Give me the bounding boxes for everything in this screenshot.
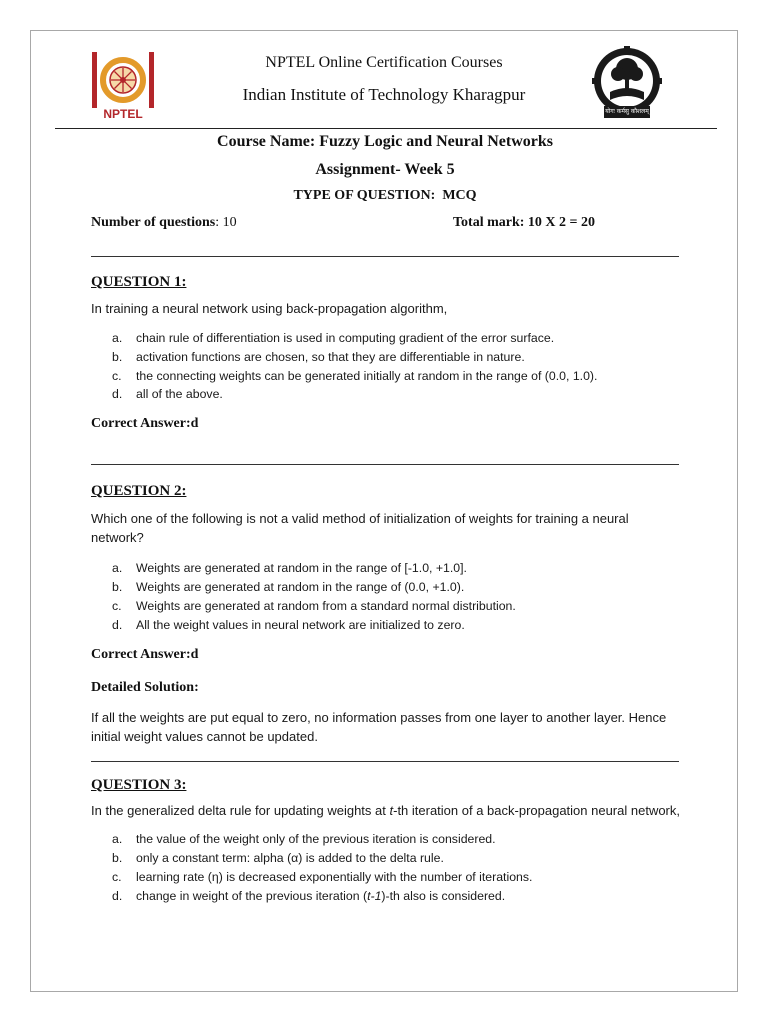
- question-1-option-a: a. chain rule of differentiation is used in computing gradient of the error surface.: [112, 331, 555, 345]
- question-2-option-d: d. All the weight values in neural network are initialized to zero.: [112, 618, 465, 632]
- logo-motto: योगः कर्मसु कौशलम्: [605, 108, 649, 115]
- question-2-text-line-2: network?: [91, 530, 144, 545]
- question-count: [91, 215, 237, 231]
- question-2-option-c: c. Weights are generated at random from a standard normal distribution.: [112, 599, 516, 613]
- question-2-solution-line-2: initial weight values cannot be updated.: [91, 729, 318, 744]
- question-1-title: QUESTION 1:: [91, 274, 187, 290]
- question-2-answer: Correct Answer:d: [91, 647, 199, 662]
- iit-kharagpur-logo: [592, 46, 662, 122]
- course-name: Course Name: Fuzzy Logic and Neural Networks: [217, 133, 553, 150]
- separator: [91, 464, 679, 465]
- header-line-1: NPTEL Online Certification Courses: [265, 54, 503, 71]
- total-mark: Total mark: 10 X 2 = 20: [453, 215, 596, 230]
- question-type-value: MCQ: [442, 188, 477, 203]
- question-1-option-b: b. activation functions are chosen, so that they are differentiable in nature.: [112, 350, 525, 364]
- question-3-option-b: b. only a constant term: alpha (α) is added to the delta rule.: [112, 851, 444, 865]
- question-1-answer: Correct Answer:d: [91, 416, 199, 431]
- question-3-title: QUESTION 3:: [91, 777, 187, 793]
- header-rule: [55, 128, 717, 129]
- question-1-text: In training a neural network using back-propagation algorithm,: [91, 301, 448, 316]
- question-2-solution-title: Detailed Solution:: [91, 680, 199, 695]
- question-count-value: : 10: [215, 215, 237, 230]
- question-1-option-c: c. the connecting weights can be generated initially at random in the range of (0.0, 1.0).: [112, 369, 598, 383]
- separator: [91, 256, 679, 257]
- question-type-label: TYPE OF QUESTION:: [293, 188, 436, 203]
- separator: [91, 761, 679, 762]
- question-count-label: Number of questions: [91, 215, 216, 230]
- assignment-title: Assignment- Week 5: [315, 161, 455, 178]
- question-2-solution-line-1: If all the weights are put equal to zero, no information passes from one layer to another layer. Hence: [91, 710, 667, 725]
- question-3-text: In the generalized delta rule for updating weights at t-th iteration of a back-propagation neural network,: [91, 803, 680, 818]
- question-3-option-c: c. learning rate (η) is decreased exponentially with the number of iterations.: [112, 870, 533, 884]
- question-2-title: QUESTION 2:: [91, 483, 187, 499]
- question-2-option-a: a. Weights are generated at random in the range of [-1.0, +1.0].: [112, 561, 467, 575]
- nptel-logo-text: NPTEL: [103, 107, 143, 121]
- question-3-option-d: d. change in weight of the previous iteration (t-1)-th also is considered.: [112, 889, 506, 903]
- question-3-option-a: a. the value of the weight only of the previous iteration is considered.: [112, 832, 496, 846]
- question-1-option-d: d. all of the above.: [112, 387, 223, 401]
- question-2-text-line-1: Which one of the following is not a valid method of initialization of weights for training a neural: [91, 511, 629, 526]
- header-line-2: Indian Institute of Technology Kharagpur: [242, 85, 526, 104]
- question-2-option-b: b. Weights are generated at random in the range of (0.0, +1.0).: [112, 580, 465, 594]
- question-type: [60, 188, 710, 204]
